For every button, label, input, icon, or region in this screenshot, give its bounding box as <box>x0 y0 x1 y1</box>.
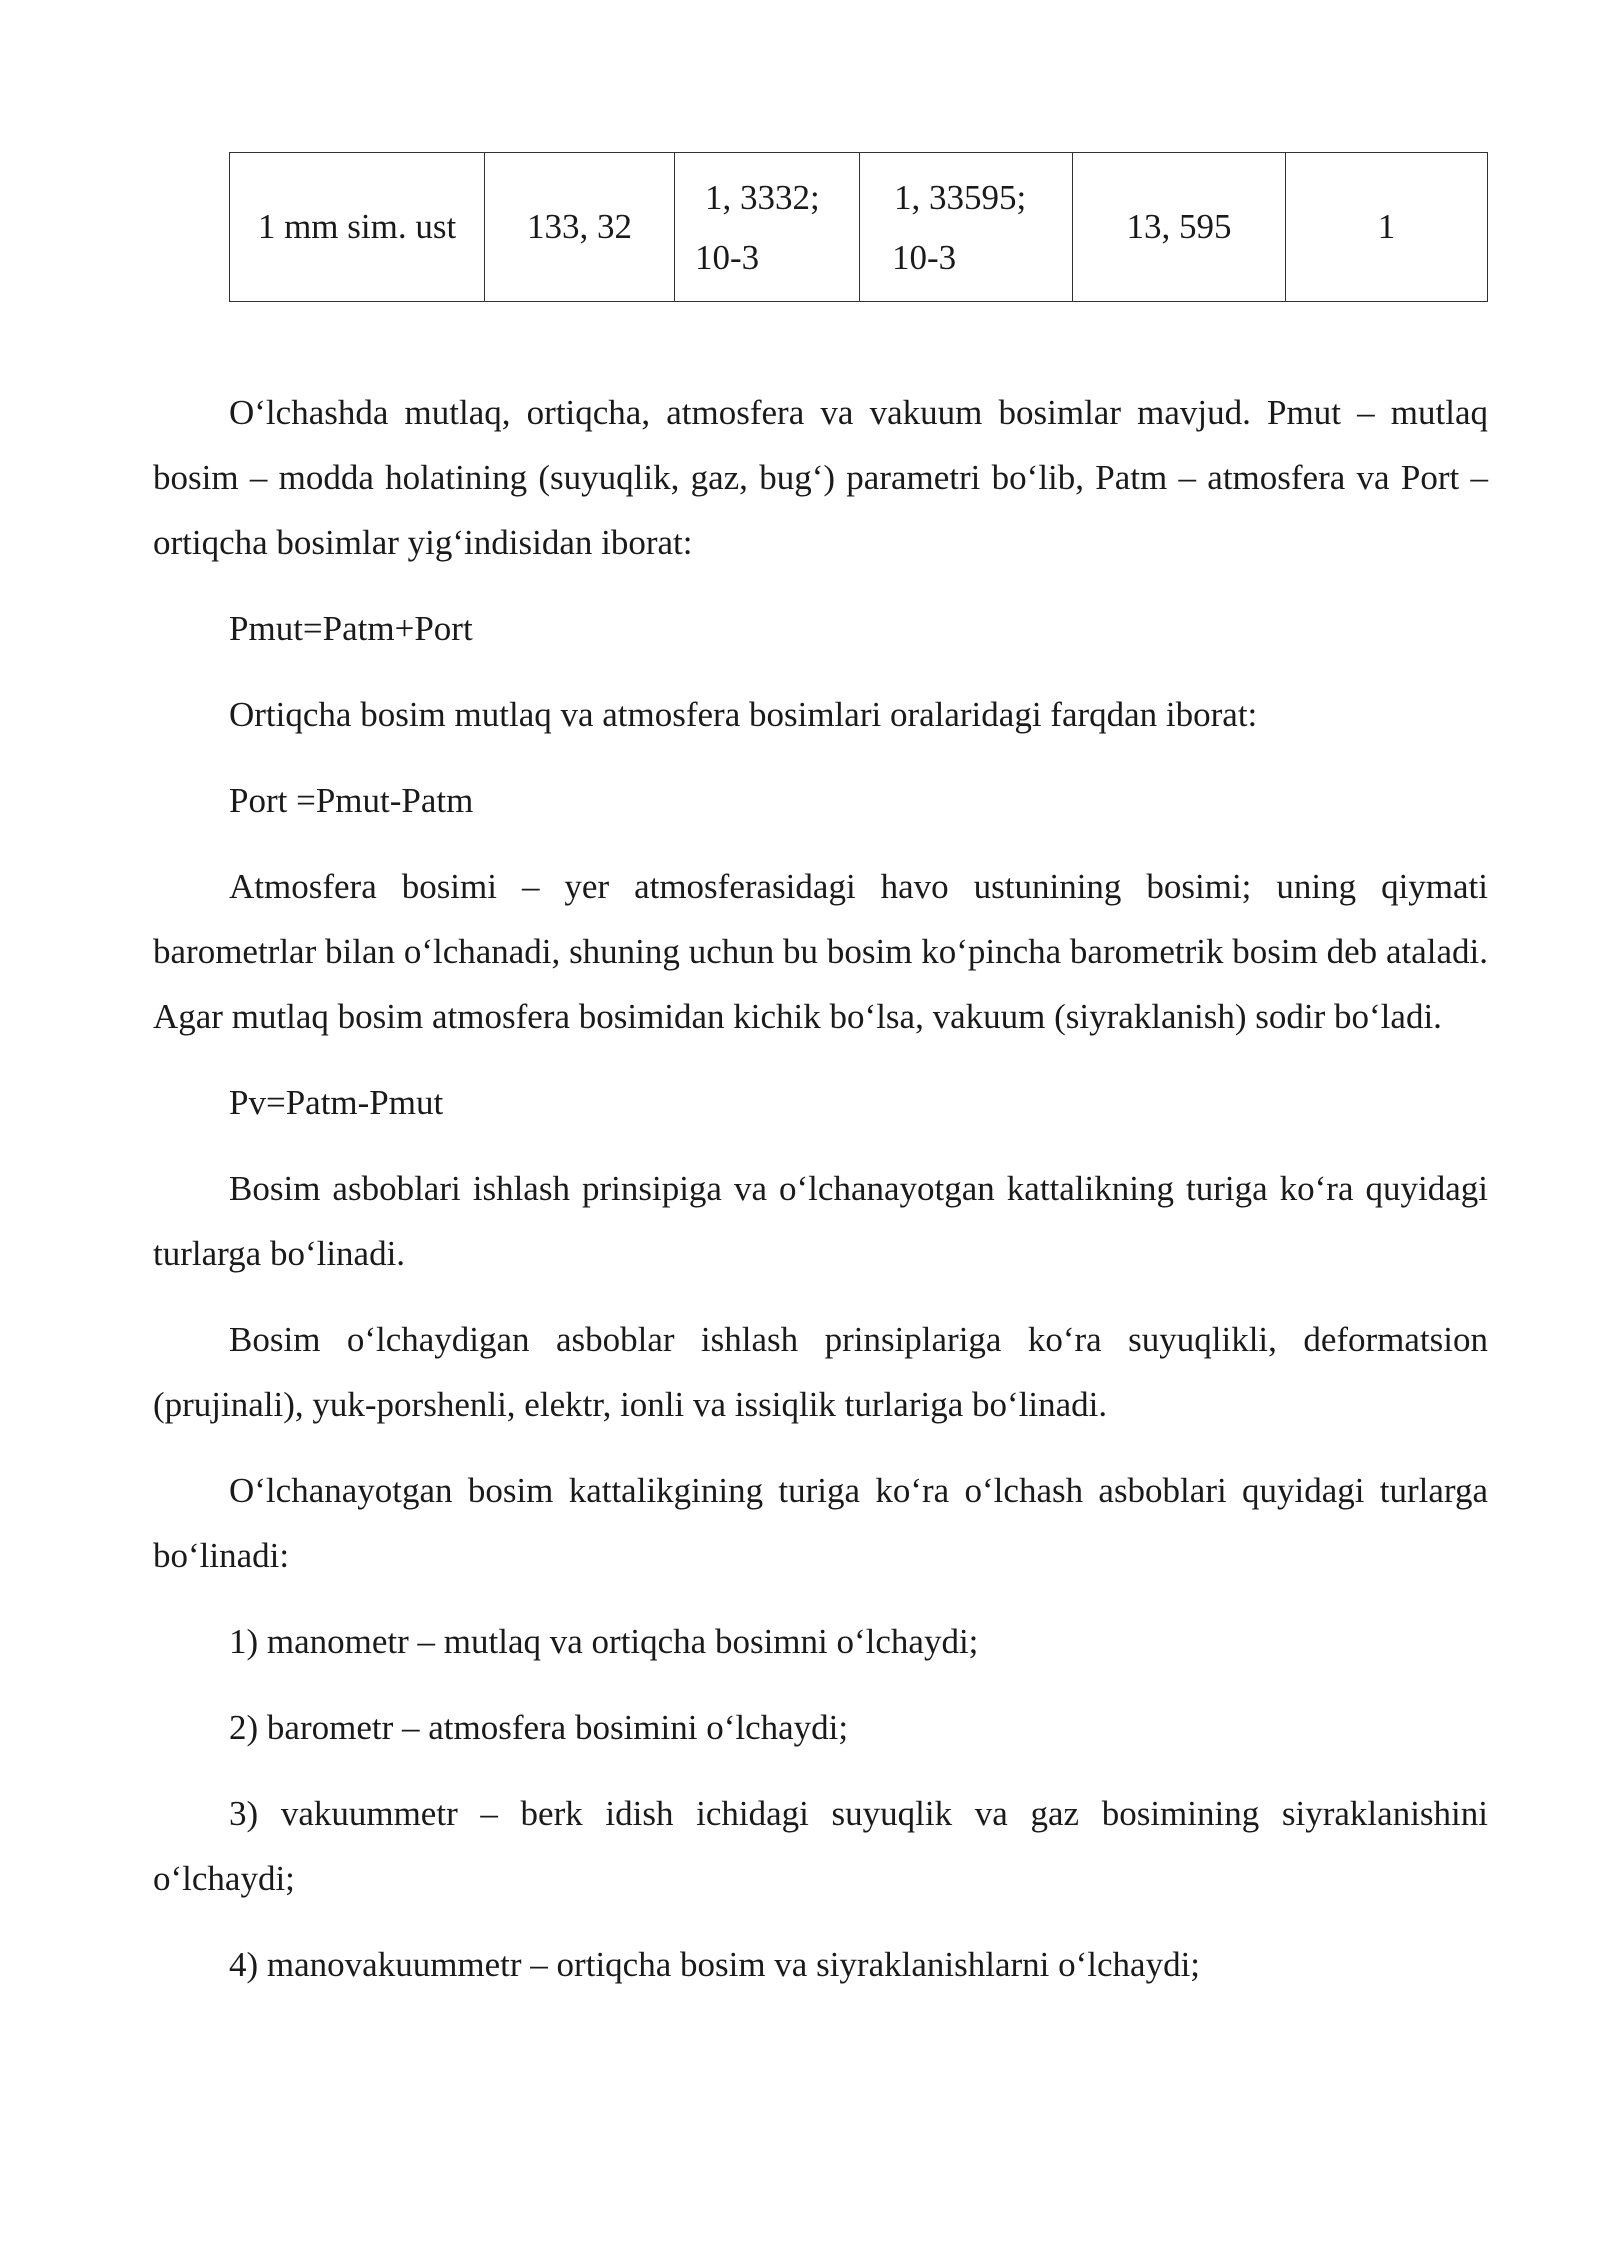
cell-line: 10-3 <box>892 238 957 277</box>
table-cell: 13, 595 <box>1073 153 1286 302</box>
paragraph: Atmosfera bosimi – yer atmosferasidagi havo ustunining bosimi; uning qiymati barometrlar bilan o‘lchanadi, shuning uchun bu bosim ko‘pincha barometrik bosim deb ataladi. Agar mutlaq bosim atmosfera bosimidan kichik bo‘lsa, vakuum (siyraklanish) sodir bo‘ladi. <box>153 867 1488 1036</box>
formula: Pv=Patm-Pmut <box>229 1083 444 1122</box>
table-cell: 133, 32 <box>485 153 675 302</box>
cell-line: 10-3 <box>695 238 760 277</box>
formula: Port =Pmut-Patm <box>229 781 474 820</box>
unit-conversion-table <box>229 152 1488 302</box>
table-cell <box>675 153 860 302</box>
cell-line: 1, 33595; <box>894 178 1027 218</box>
list-item: 3) vakuummetr – berk idish ichidagi suyuqlik va gaz bosimining siyraklanishini o‘lchaydi; <box>153 1794 1488 1898</box>
paragraph: O‘lchanayotgan bosim kattalikgining turiga ko‘ra o‘lchash asboblari quyidagi turlarga bo‘linadi: <box>153 1471 1488 1575</box>
table-cell <box>860 153 1073 302</box>
list-item: 4) manovakuummetr – ortiqcha bosim va siyraklanishlarni o‘lchaydi; <box>229 1945 1201 1984</box>
body-text <box>153 380 1488 2018</box>
table-cell: 1 <box>1286 153 1488 302</box>
paragraph: Ortiqcha bosim mutlaq va atmosfera bosimlari oralaridagi farqdan iborat: <box>229 695 1258 734</box>
table-cell: 1 mm sim. ust <box>230 153 485 302</box>
paragraph: Bosim asboblari ishlash prinsipiga va o‘lchanayotgan kattalikning turiga ko‘ra quyidagi turlarga bo‘linadi. <box>153 1169 1488 1273</box>
formula: Pmut=Patm+Port <box>229 609 473 648</box>
list-item: 2) barometr – atmosfera bosimini o‘lchaydi; <box>229 1708 849 1747</box>
paragraph: Bosim o‘lchaydigan asboblar ishlash prinsiplariga ko‘ra suyuqlikli, deformatsion (prujinali), yuk-porshenli, elektr, ionli va issiqlik turlariga bo‘linadi. <box>153 1320 1488 1424</box>
table-row <box>230 153 1488 302</box>
list-item: 1) manometr – mutlaq va ortiqcha bosimni o‘lchaydi; <box>229 1622 979 1661</box>
paragraph: O‘lchashda mutlaq, ortiqcha, atmosfera va vakuum bosimlar mavjud. Pmut – mutlaq bosim – modda holatining (suyuqlik, gaz, bug‘) parametri bo‘lib, Patm – atmosfera va Port – ortiqcha bosimlar yig‘indisidan iborat: <box>153 393 1488 562</box>
cell-line: 1, 3332; <box>705 178 820 218</box>
